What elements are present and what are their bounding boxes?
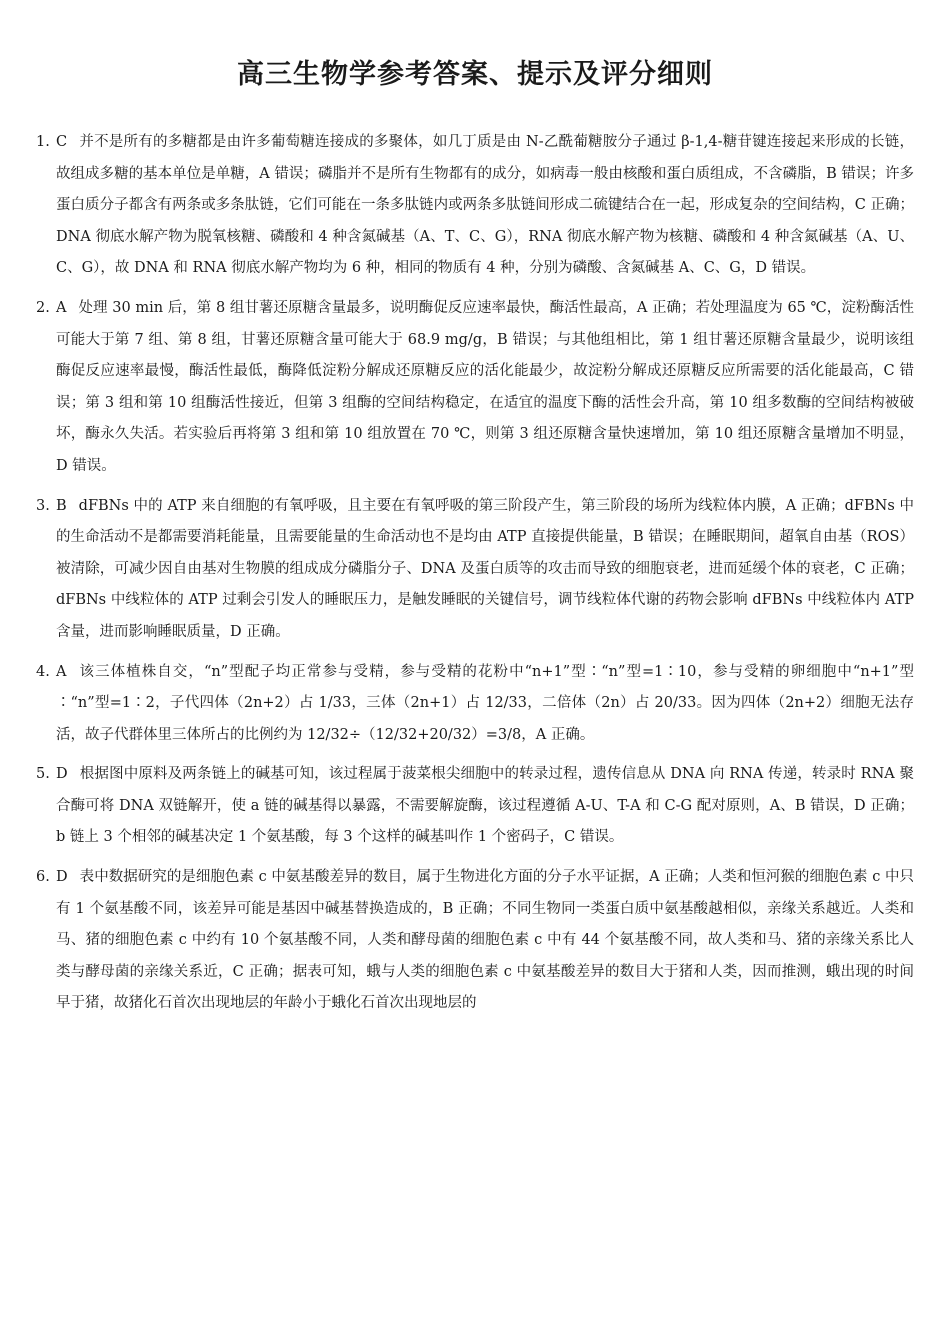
explanation — [56, 127, 914, 285]
question-number: 4. — [36, 663, 50, 680]
answer-list — [36, 127, 914, 1028]
explanation — [56, 862, 914, 1020]
explanation-text: dFBNs 中的 ATP 来自细胞的有氧呼吸，且主要在有氧呼吸的第三阶段产生，第三阶段的场所为线粒体内膜，A 正确；dFBNs 中的生命活动不是都需要消耗能量，且需要能量的生命活动也不是均由 ATP 直接提供能量，B 错误；在睡眠期间，超氧自由基（ROS）被清除，可减少因自由基对生物膜的组成成分磷脂分子、DNA 及蛋白质等的攻击而导致的细胞衰老，进而延缓个体的衰老，C 正确；dFBNs 中线粒体的 ATP 过剩会引发人的睡眠压力，是触发睡眠的关键信号，调节线粒体代谢的药物会影响 dFBNs 中线粒体内 ATP 含量，进而影响睡眠质量，D 正确。 — [56, 497, 914, 640]
explanation-text: 并不是所有的多糖都是由许多葡萄糖连接成的多聚体，如几丁质是由 N-乙酰葡糖胺分子通过 β-1,4-糖苷键连接起来形成的长链，故组成多糖的基本单位是单糖，A 错误；磷脂并不是所有生物都有的成分，如病毒一般由核酸和蛋白质组成，不含磷脂，B 错误；许多蛋白质分子都含有两条或多条肽链，它们可能在一条多肽链内或两条多肽链间形成二硫键结合在一起，形成复杂的空间结构，C 正确；DNA 彻底水解产物为脱氧核糖、磷酸和 4 种含氮碱基（A、T、C、G），RNA 彻底水解产物为核糖、磷酸和 4 种含氮碱基（A、U、C、G），故 DNA 和 RNA 彻底水解产物均为 6 种，相同的物质有 4 种，分别为磷酸、含氮碱基 A、C、G，D 错误。 — [56, 134, 914, 277]
answer-choice: B — [56, 497, 67, 514]
answer-item-4 — [36, 657, 914, 752]
explanation — [56, 657, 914, 752]
answer-choice: C — [56, 134, 68, 150]
answer-choice: A — [56, 663, 67, 680]
explanation — [56, 293, 914, 483]
question-number: 5. — [36, 766, 50, 783]
explanation-text: 处理 30 min 后，第 8 组甘薯还原糖含量最多，说明酶促反应速率最快，酶活性最高，A 正确；若处理温度为 65 ℃，淀粉酶活性可能大于第 7 组、第 8 组，甘薯还原糖含量可能大于 68.9 mg/g，B 错误；与其他组相比，第 1 组甘薯还原糖含量最少，说明该组酶促反应速率最慢，酶活性最低，酶降低淀粉分解成还原糖反应的活化能最少，故淀粉分解成还原糖反应所需要的活化能最高，C 错误；第 3 组和第 10 组酶活性接近，但第 3 组酶的空间结构稳定，在适宜的温度下酶的活性会升高，第 10 组多数酶的空间结构被破坏，酶永久失活。若实验后再将第 3 组和第 10 组放置在 70 ℃，则第 3 组还原糖含量快速增加，第 10 组还原糖含量增加不明显，D 错误。 — [56, 299, 914, 474]
explanation-text: 表中数据研究的是细胞色素 c 中氨基酸差异的数目，属于生物进化方面的分子水平证据，A 正确；人类和恒河猴的细胞色素 c 中只有 1 个氨基酸不同，该差异可能是基因中碱基替换造成的，B 正确；不同生物同一类蛋白质中氨基酸越相似，亲缘关系越近。人类和马、猪的细胞色素 c 中约有 10 个氨基酸不同，人类和酵母菌的细胞色素 c 中有 44 个氨基酸不同，故人类和马、猪的亲缘关系比人类与酵母菌的亲缘关系近，C 正确；据表可知，蛾与人类的细胞色素 c 中氨基酸差异的数目大于猪和人类，因而推测，蛾出现的时间早于猪，故猪化石首次出现地层的年龄小于蛾化石首次出现地层的 — [56, 869, 914, 1012]
answer-item-2 — [36, 293, 914, 483]
page-title: 高三生物学参考答案、提示及评分细则 — [237, 59, 713, 90]
answer-item-3 — [36, 491, 914, 649]
question-number: 1. — [36, 134, 50, 150]
answer-item-1 — [36, 127, 914, 285]
explanation — [56, 491, 914, 649]
question-number: 2. — [36, 299, 50, 316]
answer-item-6 — [36, 862, 914, 1020]
explanation-text: 根据图中原料及两条链上的碱基可知，该过程属于菠菜根尖细胞中的转录过程，遗传信息从 DNA 向 RNA 传递，转录时 RNA 聚合酶可将 DNA 双链解开，使 a 链的碱基得以暴露，不需要解旋酶，该过程遵循 A-U、T-A 和 C-G 配对原则，A、B 错误，D 正确；b 链上 3 个相邻的碱基决定 1 个氨基酸，每 3 个这样的碱基叫作 1 个密码子，C 错误。 — [56, 766, 914, 846]
explanation — [56, 759, 914, 854]
explanation-text: 该三体植株自交，“n”型配子均正常参与受精，参与受精的花粉中“n+1”型∶“n”型=1∶10，参与受精的卵细胞中“n+1”型∶“n”型=1∶2，子代四体（2n+2）占 1/33，三体（2n+1）占 12/33，二倍体（2n）占 20/33。因为四体（2n+2）细胞无法存活，故子代群体里三体所占的比例约为 12/32÷（12/32+20/32）=3/8，A 正确。 — [56, 663, 914, 743]
answer-choice: D — [56, 766, 68, 783]
question-number: 3. — [36, 497, 50, 514]
answer-choice: A — [56, 299, 67, 316]
answer-item-5 — [36, 759, 914, 854]
question-number: 6. — [36, 869, 50, 886]
answer-choice: D — [56, 869, 68, 886]
